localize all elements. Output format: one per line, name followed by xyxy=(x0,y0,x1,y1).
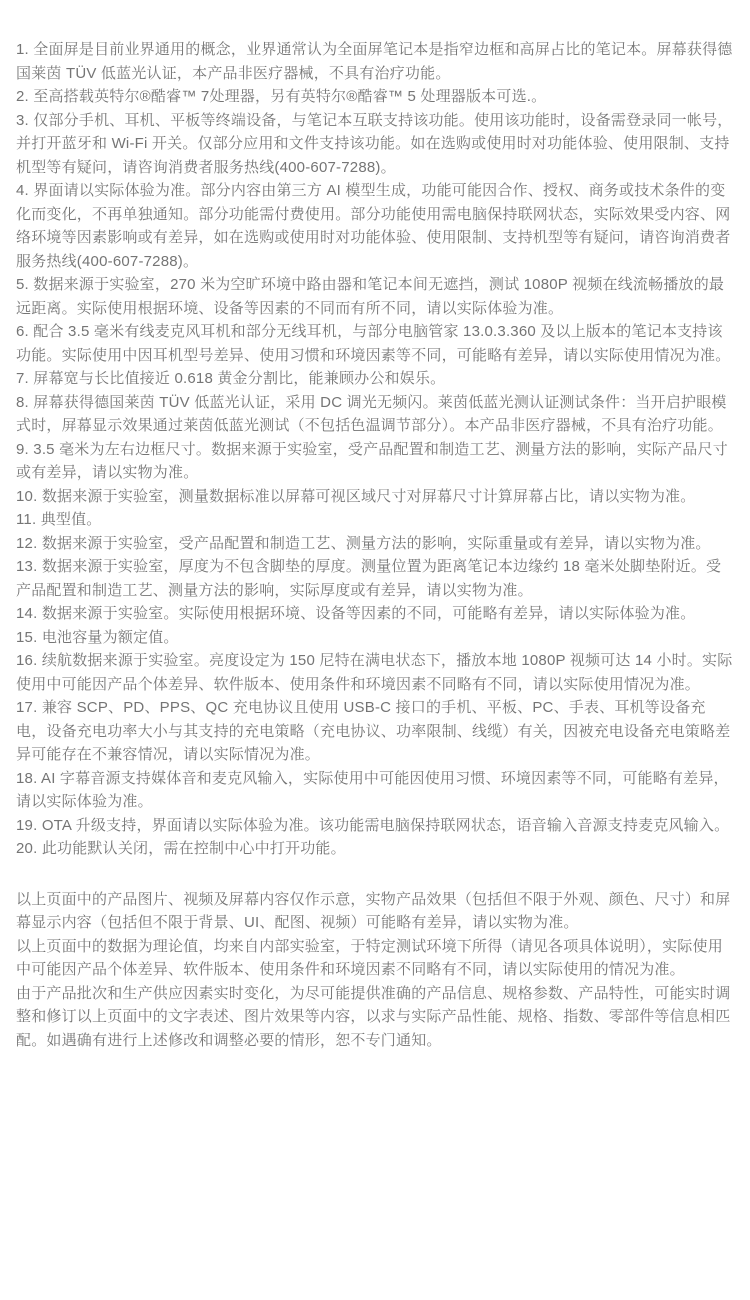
disclaimer-item: 3. 仅部分手机、耳机、平板等终端设备，与笔记本互联支持该功能。使用该功能时，设备需登录同一帐号，并打开蓝牙和 Wi-Fi 开关。仅部分应用和文件支持该功能。如在选购或使用时对功能体验、使用限制、支持机型等有疑问，请咨询消费者服务热线(400-607-7288)。 xyxy=(16,111,733,176)
legal-paragraph: 以上页面中的产品图片、视频及屏幕内容仅作示意，实物产品效果（包括但不限于外观、颜色、尺寸）和屏幕显示内容（包括但不限于背景、UI、配图、视频）可能略有差异，请以实物为准。 xyxy=(16,890,731,931)
disclaimer-item: 10. 数据来源于实验室，测量数据标准以屏幕可视区域尺寸对屏幕尺寸计算屏幕占比，请以实物为准。 xyxy=(16,487,696,505)
disclaimer-item: 18. AI 字幕音源支持媒体音和麦克风输入，实际使用中可能因使用习惯、环境因素等不同，可能略有差异，请以实际体验为准。 xyxy=(16,769,729,810)
disclaimer-item: 14. 数据来源于实验室。实际使用根据环境、设备等因素的不同，可能略有差异，请以实际体验为准。 xyxy=(16,605,696,622)
legal-paragraph: 以上页面中的数据为理论值，均来自内部实验室，于特定测试环境下所得（请见各项具体说明），实际使用中可能因产品个体差异、软件版本、使用条件和环境因素不同略有不同，请以实际使用的情况为准。 xyxy=(16,937,723,978)
disclaimer-item: 12. 数据来源于实验室，受产品配置和制造工艺、测量方法的影响，实际重量或有差异，请以实物为准。 xyxy=(16,534,711,552)
disclaimer-item: 1. 全面屏是目前业界通用的概念，业界通常认为全面屏笔记本是指窄边框和高屏占比的笔记本。屏幕获得德国莱茵 TÜV 低蓝光认证，本产品非医疗器械，不具有治疗功能。 xyxy=(16,41,733,82)
disclaimer-item: 16. 续航数据来源于实验室。亮度设定为 150 尼特在满电状态下，播放本地 1080P 视频可达 14 小时。实际使用中可能因产品个体差异、软件版本、使用条件和环境因素不同略有不同，请以实际使用情况为准。 xyxy=(16,652,733,693)
disclaimer-item: 20. 此功能默认关闭，需在控制中心中打开功能。 xyxy=(16,840,346,857)
disclaimer-list xyxy=(16,38,734,861)
disclaimer-item: 8. 屏幕获得德国莱茵 TÜV 低蓝光认证，采用 DC 调光无频闪。莱茵低蓝光测认证测试条件：当开启护眼模式时，屏幕显示效果通过莱茵低蓝光测试（不包括色温调节部分）。本产品非医疗器械，不具有治疗功能。 xyxy=(16,393,727,434)
disclaimer-item: 6. 配合 3.5 毫米有线麦克风耳机和部分无线耳机，与部分电脑管家 13.0.3.360 及以上版本的笔记本支持该功能。实际使用中因耳机型号差异、使用习惯和环境因素等不同，可能略有差异，请以实际使用情况为准。 xyxy=(16,323,731,364)
legal-paragraphs xyxy=(16,888,734,1053)
disclaimer-item: 17. 兼容 SCP、PD、PPS、QC 充电协议且使用 USB-C 接口的手机、平板、PC、手表、耳机等设备充电，设备充电功率大小与其支持的充电策略（充电协议、功率限制、线缆）有关，因被充电设备充电策略差异可能存在不兼容情况，请以实际情况为准。 xyxy=(16,699,731,763)
disclaimer-item: 4. 界面请以实际体验为准。部分内容由第三方 AI 模型生成，功能可能因合作、授权、商务或技术条件的变化而变化，不再单独通知。部分功能需付费使用。部分功能使用需电脑保持联网状态，实际效果受内容、网络环境等因素影响或有差异，如在选购或使用时对功能体验、使用限制、支持机型等有疑问，请咨询消费者服务热线(400-607-7288)。 xyxy=(16,182,731,270)
disclaimer-item: 15. 电池容量为额定值。 xyxy=(16,628,179,646)
legal-paragraph: 由于产品批次和生产供应因素实时变化，为尽可能提供准确的产品信息、规格参数、产品特性，可能实时调整和修订以上页面中的文字表述、图片效果等内容，以求与实际产品性能、规格、指数、零部件等信息相匹配。如遇确有进行上述修改和调整必要的情形，恕不专门通知。 xyxy=(16,984,731,1049)
disclaimer-item: 7. 屏幕宽与长比值接近 0.618 黄金分割比，能兼顾办公和娱乐。 xyxy=(16,370,446,387)
disclaimer-item: 9. 3.5 毫米为左右边框尺寸。数据来源于实验室，受产品配置和制造工艺、测量方法的影响，实际产品尺寸或有差异，请以实物为准。 xyxy=(16,440,728,481)
disclaimer-item: 5. 数据来源于实验室，270 米为空旷环境中路由器和笔记本间无遮挡，测试 1080P 视频在线流畅播放的最远距离。实际使用根据环境、设备等因素的不同而有所不同，请以实际体验为准。 xyxy=(16,276,725,317)
disclaimer-item: 11. 典型值。 xyxy=(16,511,102,528)
disclaimer-item: 19. OTA 升级支持，界面请以实际体验为准。该功能需电脑保持联网状态，语音输入音源支持麦克风输入。 xyxy=(16,816,730,834)
disclaimer-item: 2. 至高搭载英特尔®酷睿™ 7处理器，另有英特尔®酷睿™ 5 处理器版本可选.。 xyxy=(16,88,547,105)
disclaimer-item: 13. 数据来源于实验室，厚度为不包含脚垫的厚度。测量位置为距离笔记本边缘约 18 毫米处脚垫附近。受产品配置和制造工艺、测量方法的影响，实际厚度或有差异，请以实物为准。 xyxy=(16,558,722,599)
